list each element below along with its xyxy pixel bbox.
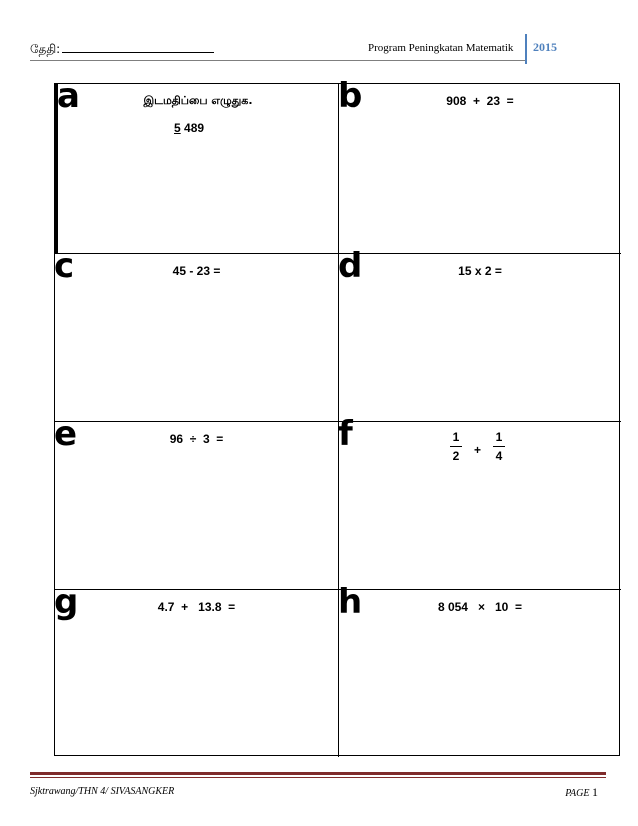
page-label: PAGE: [565, 788, 590, 799]
question-letter: e: [54, 414, 78, 454]
question-letter: c: [54, 246, 75, 286]
numerator: 1: [450, 430, 462, 447]
question-letter: d: [338, 246, 363, 286]
question-letter: b: [338, 76, 363, 116]
header-divider: [525, 34, 527, 64]
question-letter: h: [338, 582, 363, 622]
question-cell-c: [54, 246, 339, 422]
question-letter: a: [57, 76, 80, 116]
denominator: 2: [452, 449, 460, 463]
question-cell-e: [54, 414, 339, 590]
header-year: 2015: [533, 40, 557, 54]
header-rule: [30, 60, 525, 61]
plus-operator: +: [474, 442, 482, 457]
footer-rule-thick: [30, 772, 606, 775]
footer-rule-thin: [30, 777, 606, 778]
question-text: 908 + 23 =: [446, 94, 514, 108]
numerator: 1: [493, 430, 505, 447]
page-number: 1: [592, 785, 598, 799]
question-text: 96 ÷ 3 =: [169, 432, 224, 446]
program-title: Program Peningkatan Matematik: [368, 42, 514, 54]
question-letter: g: [54, 582, 79, 622]
question-cell-a: [55, 76, 339, 254]
question-instruction: இடமதிப்பை எழுதுக.: [143, 94, 253, 107]
fraction-expression: [450, 430, 505, 463]
footer-author: Sjktrawang/THN 4/ SIVASANGKER: [30, 786, 175, 797]
question-cell-d: [338, 246, 621, 422]
number-rest: 489: [180, 121, 205, 135]
question-text: 8 054 × 10 =: [437, 600, 523, 614]
question-text: 4.7 + 13.8 =: [157, 600, 236, 614]
underlined-digit: 5: [174, 121, 181, 135]
date-field: [30, 42, 214, 58]
question-cell-g: [54, 582, 339, 757]
date-label: தேதி:: [30, 42, 61, 56]
question-cell-h: [338, 582, 621, 757]
fraction-one-quarter: [493, 430, 505, 463]
date-blank-line: [62, 52, 214, 53]
question-text: 45 - 23 =: [172, 264, 221, 278]
place-value-number: [174, 121, 204, 135]
footer-page: [565, 785, 598, 800]
question-text: 15 x 2 =: [458, 264, 502, 278]
question-letter: f: [338, 414, 353, 454]
question-cell-f: [338, 414, 621, 590]
question-cell-b: [338, 76, 621, 254]
denominator: 4: [495, 449, 503, 463]
fraction-one-half: [450, 430, 462, 463]
question-grid: [54, 76, 620, 756]
